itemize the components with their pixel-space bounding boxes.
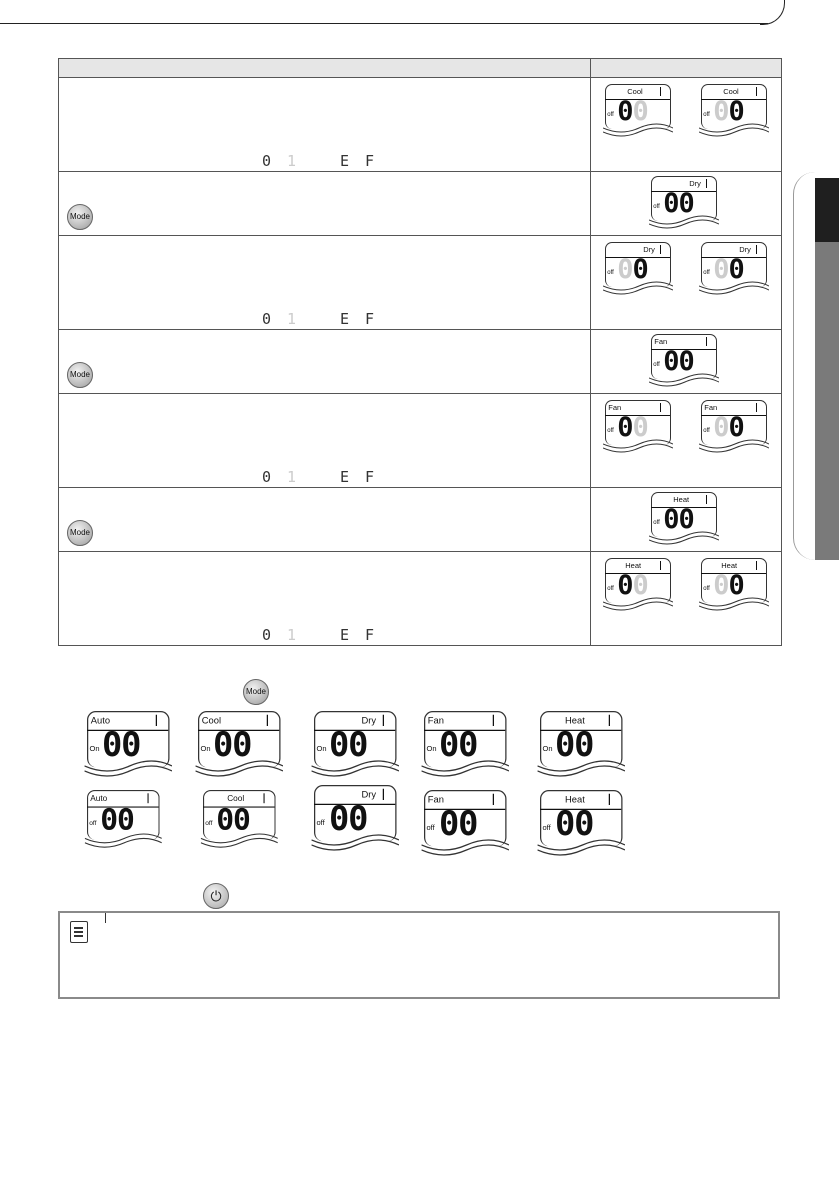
side-tab-gray bbox=[815, 242, 839, 560]
table-row bbox=[59, 78, 782, 172]
lcd-digits: 00 bbox=[617, 412, 648, 443]
lcd-digits: 00 bbox=[663, 346, 694, 377]
segment-char-1: 1 bbox=[287, 626, 297, 644]
lcd-digits: 00 bbox=[100, 803, 134, 838]
lcd-display bbox=[605, 558, 671, 612]
top-rule bbox=[0, 23, 768, 24]
table-row bbox=[59, 488, 782, 552]
table-header-row bbox=[59, 59, 782, 78]
lcd-mode-label: Cool bbox=[201, 714, 222, 726]
lcd-onoff-label: off bbox=[653, 520, 660, 526]
lcd-display bbox=[424, 711, 507, 779]
lcd-onoff-label: off bbox=[542, 825, 551, 833]
lcd-mode-label: Heat bbox=[673, 495, 690, 504]
lcd-digits: 00 bbox=[663, 504, 694, 535]
segment-char-0: 0 bbox=[262, 310, 272, 328]
lcd-onoff-label: off bbox=[205, 820, 213, 828]
lcd-digits: 00 bbox=[439, 805, 478, 844]
lcd-display bbox=[605, 84, 671, 138]
lcd-onoff-label: off bbox=[703, 428, 710, 434]
lcd-display bbox=[701, 558, 767, 612]
lcd-display bbox=[701, 400, 767, 454]
lcd-mode-label: Heat bbox=[565, 714, 585, 726]
lcd-mode-label: Dry bbox=[739, 245, 751, 254]
power-button[interactable] bbox=[203, 883, 229, 909]
mode-button[interactable]: Mode bbox=[67, 520, 93, 546]
segment-char-1: 1 bbox=[287, 468, 297, 486]
lcd-display bbox=[651, 176, 717, 230]
segment-char-0: 0 bbox=[262, 468, 272, 486]
lcd-digits: 00 bbox=[617, 254, 648, 285]
lcd-mode-label: Fan bbox=[608, 403, 622, 412]
lcd-mode-label: Dry bbox=[361, 714, 377, 726]
lcd-mode-label: Heat bbox=[625, 561, 642, 570]
lcd-onoff-label: off bbox=[653, 204, 660, 210]
lcd-mode-label: Fan bbox=[704, 403, 718, 412]
lcd-display bbox=[651, 492, 717, 546]
lcd-digits: 00 bbox=[713, 96, 744, 127]
segment-char-e: E bbox=[340, 152, 350, 170]
lcd-digits: 00 bbox=[663, 188, 694, 219]
note-box bbox=[58, 911, 780, 999]
lcd-onoff-label: off bbox=[703, 270, 710, 276]
lcd-display bbox=[87, 711, 170, 779]
segment-char-0: 0 bbox=[262, 152, 272, 170]
lcd-digits: 00 bbox=[216, 803, 250, 838]
segment-char-e: E bbox=[340, 310, 350, 328]
table-row bbox=[59, 172, 782, 236]
lcd-display bbox=[701, 242, 767, 296]
lcd-display bbox=[203, 790, 276, 849]
lcd-onoff-label: off bbox=[607, 586, 614, 592]
lcd-mode-label: Dry bbox=[689, 179, 701, 188]
lcd-mode-label: Dry bbox=[643, 245, 655, 254]
power-icon: ⏻ bbox=[210, 888, 222, 904]
lcd-digits: 00 bbox=[102, 726, 141, 765]
lcd-display bbox=[651, 334, 717, 388]
mode-button[interactable]: Mode bbox=[67, 204, 93, 230]
lcd-digits: 00 bbox=[713, 570, 744, 601]
lcd-onoff-label: On bbox=[426, 746, 437, 754]
lcd-display bbox=[540, 711, 623, 779]
lcd-onoff-label: off bbox=[653, 362, 660, 368]
lcd-onoff-label: off bbox=[426, 825, 435, 833]
side-tab-dark bbox=[815, 178, 839, 242]
table-row bbox=[59, 552, 782, 646]
lcd-display bbox=[605, 400, 671, 454]
lcd-mode-label: Auto bbox=[90, 714, 111, 726]
table-row bbox=[59, 330, 782, 394]
lcd-mode-label: Fan bbox=[427, 793, 444, 805]
segment-char-1: 1 bbox=[287, 310, 297, 328]
segment-char-f: F bbox=[365, 310, 375, 328]
lcd-onoff-label: On bbox=[89, 746, 100, 754]
lcd-digits: 00 bbox=[329, 726, 368, 765]
lcd-mode-label: Auto bbox=[90, 793, 108, 804]
lcd-mode-label: Dry bbox=[361, 788, 377, 800]
lcd-display bbox=[87, 790, 160, 849]
note-icon bbox=[70, 921, 88, 943]
lcd-display bbox=[540, 790, 623, 858]
lcd-mode-label: Heat bbox=[565, 793, 585, 805]
lcd-onoff-label: On bbox=[316, 746, 327, 754]
lcd-mode-label: Fan bbox=[427, 714, 444, 726]
lcd-display bbox=[701, 84, 767, 138]
mode-button[interactable]: Mode bbox=[67, 362, 93, 388]
lcd-display bbox=[605, 242, 671, 296]
table-row bbox=[59, 394, 782, 488]
mode-button[interactable]: Mode bbox=[243, 679, 269, 705]
note-divider bbox=[105, 913, 106, 923]
segment-char-f: F bbox=[365, 468, 375, 486]
lcd-display bbox=[424, 790, 507, 858]
segment-char-f: F bbox=[365, 152, 375, 170]
lcd-digits: 00 bbox=[555, 726, 594, 765]
lcd-onoff-label: off bbox=[703, 112, 710, 118]
lcd-onoff-label: On bbox=[542, 746, 553, 754]
lcd-digits: 00 bbox=[213, 726, 252, 765]
segment-char-f: F bbox=[365, 626, 375, 644]
segment-char-e: E bbox=[340, 626, 350, 644]
lcd-mode-label: Cool bbox=[227, 793, 245, 804]
lcd-digits: 00 bbox=[439, 726, 478, 765]
lcd-display bbox=[314, 785, 397, 853]
lcd-onoff-label: off bbox=[607, 112, 614, 118]
lcd-display bbox=[314, 711, 397, 779]
lcd-display bbox=[198, 711, 281, 779]
lcd-onoff-label: off bbox=[607, 428, 614, 434]
lcd-onoff-label: off bbox=[316, 820, 325, 828]
lcd-digits: 00 bbox=[617, 96, 648, 127]
lcd-digits: 00 bbox=[713, 412, 744, 443]
lcd-onoff-label: off bbox=[89, 820, 97, 828]
lcd-digits: 00 bbox=[617, 570, 648, 601]
lcd-onoff-label: off bbox=[703, 586, 710, 592]
segment-char-1: 1 bbox=[287, 152, 297, 170]
lcd-digits: 00 bbox=[713, 254, 744, 285]
lcd-mode-label: Cool bbox=[723, 87, 739, 96]
lcd-onoff-label: off bbox=[607, 270, 614, 276]
lcd-mode-label: Cool bbox=[627, 87, 643, 96]
lcd-onoff-label: On bbox=[200, 746, 211, 754]
mode-setting-table bbox=[58, 58, 782, 646]
top-corner-curve bbox=[760, 0, 785, 25]
segment-char-e: E bbox=[340, 468, 350, 486]
lcd-mode-label: Fan bbox=[654, 337, 668, 346]
table-row bbox=[59, 236, 782, 330]
lcd-mode-label: Heat bbox=[721, 561, 738, 570]
lcd-digits: 00 bbox=[555, 805, 594, 844]
segment-char-0: 0 bbox=[262, 626, 272, 644]
lcd-digits: 00 bbox=[329, 800, 368, 839]
